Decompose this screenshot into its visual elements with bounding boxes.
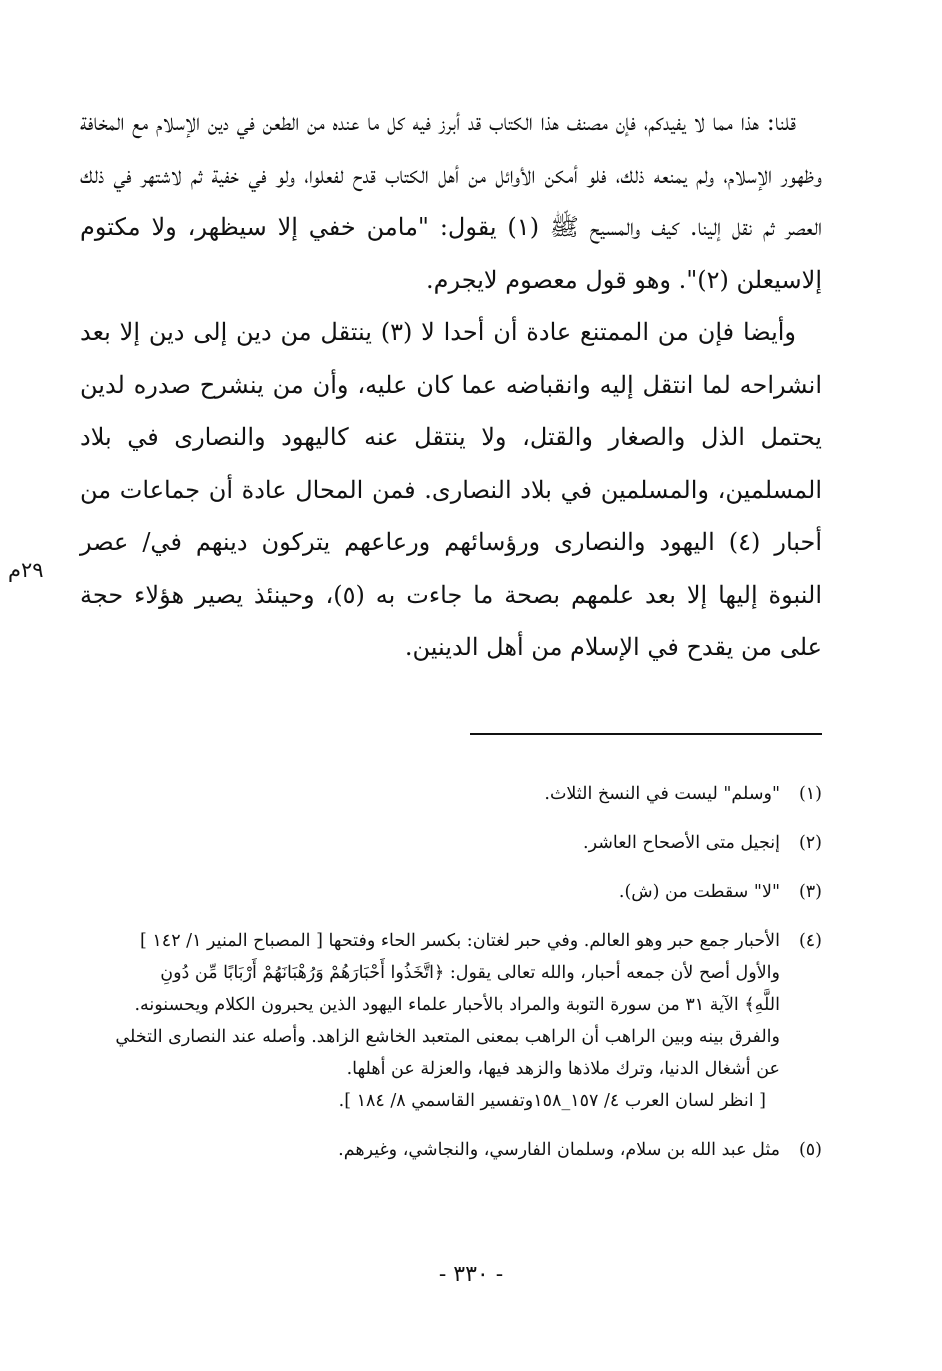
footnote-line: عن أشغال الدنيا، وترك ملاذها والزهد فيها، والعزلة عن أهلها. <box>346 1059 780 1079</box>
paragraph-1: قلنا: هذا مما لا يفيدكم، فإن مصنف هذا الكتاب قد أبرز فيه كل ما عنده من الطعن في دين الإسلام مع المخافة وظهور الإسلام، ولم يمنعه ذلك، فلو أمكن الأوائل من أهل الكتاب قدح لفعلوا، ولو في خفية ثم لاشتهر في ذلك العصر ثم نقل إلينا. كيف والمسيح ﷺ (١) يقول: "مامن خفي إلا سيظهر، ولا مكتوم إلاسيعلن (٢)". وهو قول معصوم لايجرم. <box>80 108 822 294</box>
footnote-3 <box>84 876 822 908</box>
footnote-1 <box>84 778 822 810</box>
footnote-line: الأحبار جمع حبر وهو العالم. وفي حبر لغتان: بكسر الحاء وفتحها [ المصباح المنير ١/ ١٤٢ ] <box>140 931 780 951</box>
footnote-line: مثل عبد الله بن سلام، وسلمان الفارسي، والنجاشي، وغيرهم. <box>338 1140 780 1160</box>
footnote-line: اللَّهِ﴾ الآية ٣١ من سورة التوبة والمراد بالأحبار علماء اليهود الذين يحبرون الكلام ويحسنونه. <box>134 995 780 1015</box>
paragraph-2: وأيضا فإن من الممتنع عادة أن أحدا لا (٣) ينتقل من دين إلى دين إلا بعد انشراحه لما انتقل إليه وانقباضه عما كان عليه، وأن من ينشرح صدره لدين يحتمل الذل والصغار والقتل، ولا ينتقل عنه كاليهود والنصارى في بلاد المسلمين، والمسلمين في بلاد النصارى. فمن المحال عادة أن جماعات من أحبار (٤) اليهود والنصارى ورؤسائهم ورعاعهم يتركون دينهم في/ عصر النبوة إليها إلا بعد علمهم بصحة ما جاءت به (٥)، وحينئذ يصير هؤلاء حجة على من يقدح في الإسلام من أهل الدينين. <box>80 318 823 661</box>
footnote-line: والأول أصح لأن جمعه أحبار، والله تعالى يقول: ﴿اتَّخَذُوا أَحْبَارَهُمْ وَرُهْبَانَهُمْ أَرْبَابًا مِّن دُونِ <box>160 963 780 983</box>
main-text <box>80 96 822 674</box>
margin-manuscript-marker: ٢٩م <box>8 558 44 582</box>
footnote-separator <box>470 733 822 735</box>
footnote-number: (٤) <box>798 931 822 951</box>
footnote-number: (٢) <box>798 833 822 853</box>
page-number: - ٣٣٠ - <box>438 1262 504 1287</box>
footnote-line: "وسلم" ليست في النسخ الثلاث. <box>544 784 780 804</box>
footnote-2 <box>84 827 822 859</box>
footnote-reference: [ انظر لسان العرب ٤/ ١٥٧_١٥٨وتفسير القاسمي ٨/ ١٨٤ ]. <box>338 1091 766 1111</box>
footnote-5 <box>84 1134 822 1166</box>
footnote-4 <box>84 925 822 1117</box>
footnote-line: إنجيل متى الأصحاح العاشر. <box>583 833 780 853</box>
footnote-number: (١) <box>798 784 822 804</box>
footnote-number: (٣) <box>798 882 822 902</box>
footnote-number: (٥) <box>798 1140 822 1160</box>
footnote-line: "لا" سقطت من (ش). <box>618 882 780 902</box>
footnote-line: والفرق بينه وبين الراهب أن الراهب بمعنى المتعبد الخاشع الزاهد. وأصله عند النصارى التخلي <box>115 1027 780 1047</box>
footnotes <box>84 778 822 1183</box>
